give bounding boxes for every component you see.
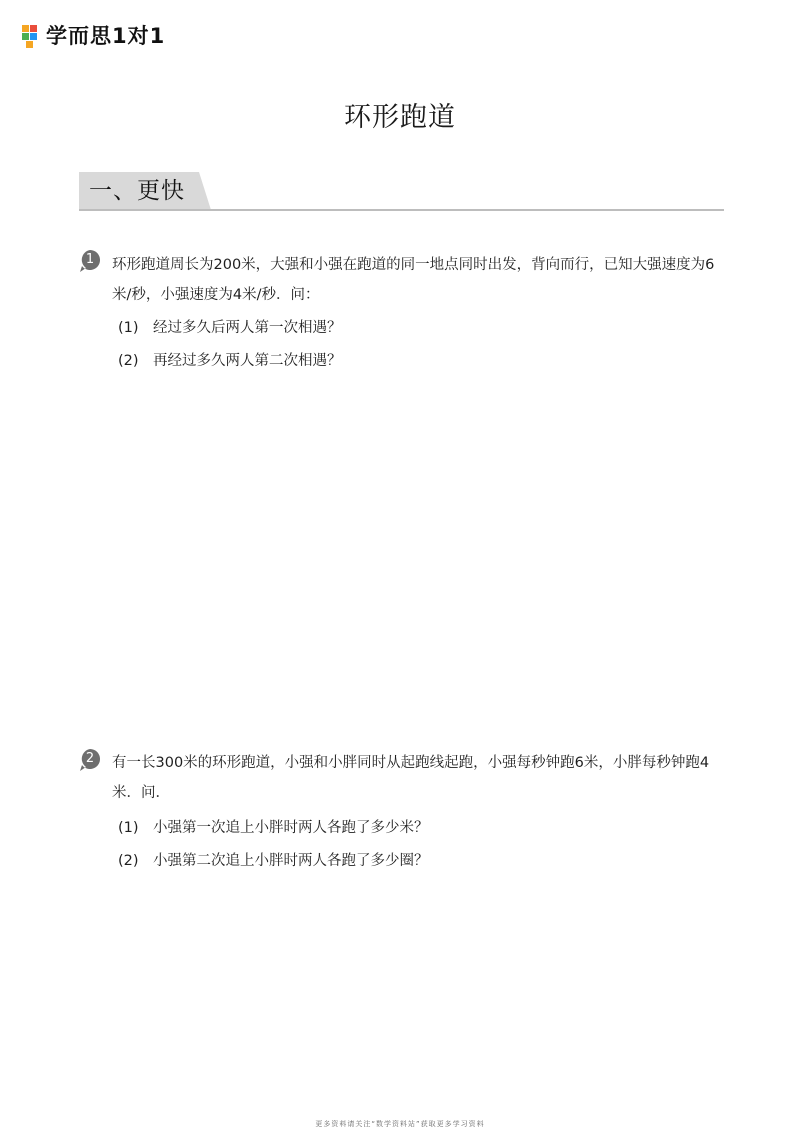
brand-logo xyxy=(22,22,165,50)
section-title: 一、更快 xyxy=(89,178,185,204)
section-divider xyxy=(79,209,724,211)
question-2-badge xyxy=(79,748,103,772)
section-header xyxy=(79,172,724,212)
logo-mark-icon xyxy=(22,23,42,49)
question-1-text: 环形跑道周长为200米，大强和小强在跑道的同一地点同时出发，背向而行，已知大强速度为6米/秒，小强速度为4米/秒．问： xyxy=(112,257,715,303)
question-2-sub-2: (2) 小强第二次追上小胖时两人各跑了多少圈？ xyxy=(118,853,429,869)
question-2-sub-1: (1) 小强第一次追上小胖时两人各跑了多少米？ xyxy=(118,820,429,836)
logo-text: 学而思1对1 xyxy=(46,24,166,48)
question-1-sub-2: (2) 再经过多久两人第二次相遇？ xyxy=(118,353,342,369)
page-title: 环形跑道 xyxy=(344,102,456,133)
question-number: 2 xyxy=(85,751,95,766)
question-2-text: 有一长300米的环形跑道，小强和小胖同时从起跑线起跑，小强每秒钟跑6米，小胖每秒钟跑4米．问． xyxy=(112,755,710,801)
footer-watermark: 更多资料请关注“数学资料站”获取更多学习资料 xyxy=(315,1120,485,1128)
question-1-badge xyxy=(79,249,103,273)
question-1-sub-1: (1) 经过多久后两人第一次相遇？ xyxy=(118,320,342,336)
question-number: 1 xyxy=(85,252,95,267)
